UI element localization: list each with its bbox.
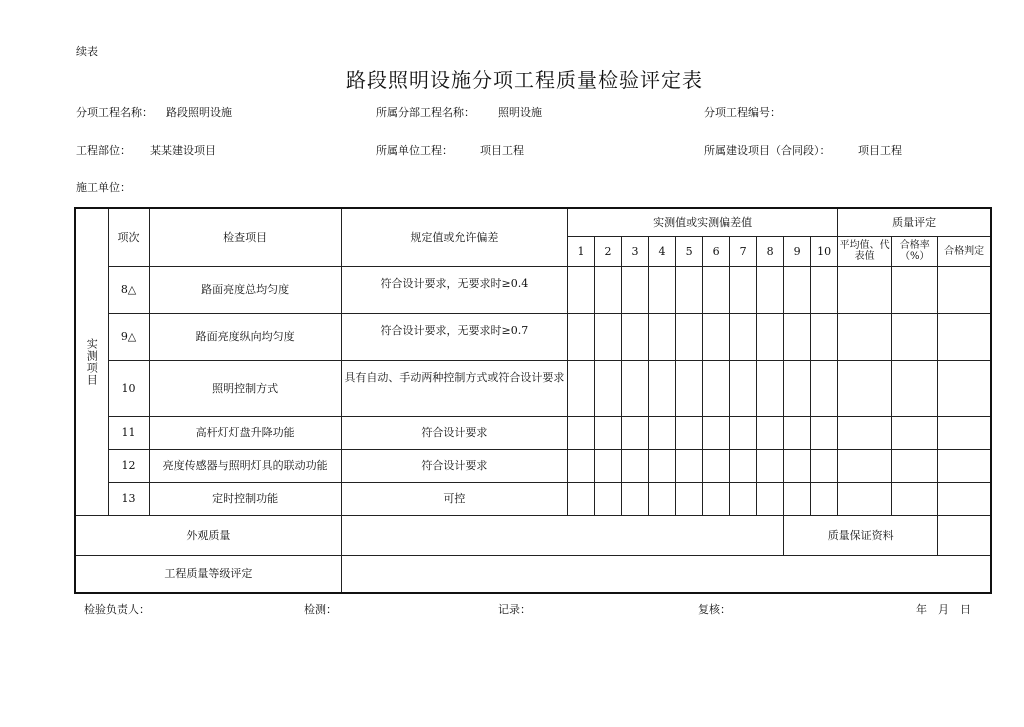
section-label: 实测项目 [85,337,99,386]
inspection-table [74,207,992,594]
table-row [75,416,991,449]
grade-label: 工程质量等级评定 [75,555,341,593]
row-item: 照明控制方式 [149,360,341,416]
col-quality-header: 质量评定 [838,208,991,236]
project-label: 所属建设项目（合同段）： [704,144,831,157]
reviewer-label: 复核： [698,603,731,616]
row-spec: 符合设计要求 [341,416,567,449]
continued-label: 续表 [76,45,98,58]
recorder-label: 记录： [498,603,531,616]
row-spec: 符合设计要求，无要求时≥0.4 [341,266,567,313]
unit-label: 所属单位工程： [376,144,453,157]
row-item: 路面亮度纵向均匀度 [149,313,341,360]
division-name-label: 所属分部工程名称： [376,106,475,119]
contractor-label: 施工单位： [76,181,131,194]
col-measured-header: 实测值或实测偏差值 [568,208,838,236]
subitem-code-label: 分项工程编号： [704,106,781,119]
page-title: 路段照明设施分项工程质量检验评定表 [346,68,703,92]
row-index: 8△ [108,266,149,313]
row-item: 高杆灯灯盘升降功能 [149,416,341,449]
division-name-value: 照明设施 [498,106,542,119]
row-index: 9△ [108,313,149,360]
row-spec: 具有自动、手动两种控制方式或符合设计要求 [341,360,567,416]
table-row [75,449,991,482]
row-spec: 符合设计要求，无要求时≥0.7 [341,313,567,360]
measure-number: 5 [676,236,703,266]
col-avg-header: 平均值、代表值 [838,236,892,266]
assurance-value [938,515,991,555]
measure-number: 10 [811,236,838,266]
table-row [75,360,991,416]
measure-number: 1 [568,236,595,266]
unit-value: 项目工程 [480,144,524,157]
table-row [75,313,991,360]
row-index: 13 [108,482,149,515]
appearance-label: 外观质量 [75,515,341,555]
measure-number: 2 [595,236,622,266]
measure-number: 7 [730,236,757,266]
table-row [75,266,991,313]
measure-number: 3 [622,236,649,266]
measure-number: 6 [703,236,730,266]
subitem-name-value: 路段照明设施 [166,106,232,119]
row-spec: 可控 [341,482,567,515]
row-index: 11 [108,416,149,449]
project-value: 项目工程 [858,144,902,157]
measure-number: 4 [649,236,676,266]
row-item: 亮度传感器与照明灯具的联动功能 [149,449,341,482]
col-index-header: 项次 [108,208,149,266]
row-index: 12 [108,449,149,482]
col-pass-rate-header: 合格率（%） [892,236,938,266]
assurance-label: 质量保证资料 [784,515,938,555]
location-value: 某某建设项目 [150,144,216,157]
col-item-header: 检查项目 [149,208,341,266]
row-spec: 符合设计要求 [341,449,567,482]
grade-value [341,555,991,593]
location-label: 工程部位： [76,144,131,157]
measure-number: 9 [784,236,811,266]
row-item: 路面亮度总均匀度 [149,266,341,313]
measure-number: 8 [757,236,784,266]
row-item: 定时控制功能 [149,482,341,515]
subitem-name-label: 分项工程名称： [76,106,153,119]
table-row [75,482,991,515]
col-spec-header: 规定值或允许偏差 [341,208,567,266]
date-label: 年 月 日 [916,603,971,616]
col-judgement-header: 合格判定 [938,236,991,266]
inspector-label: 检验负责人： [84,603,150,616]
section-label-cell [75,208,108,515]
row-index: 10 [108,360,149,416]
appearance-value [341,515,783,555]
tester-label: 检测： [304,603,337,616]
